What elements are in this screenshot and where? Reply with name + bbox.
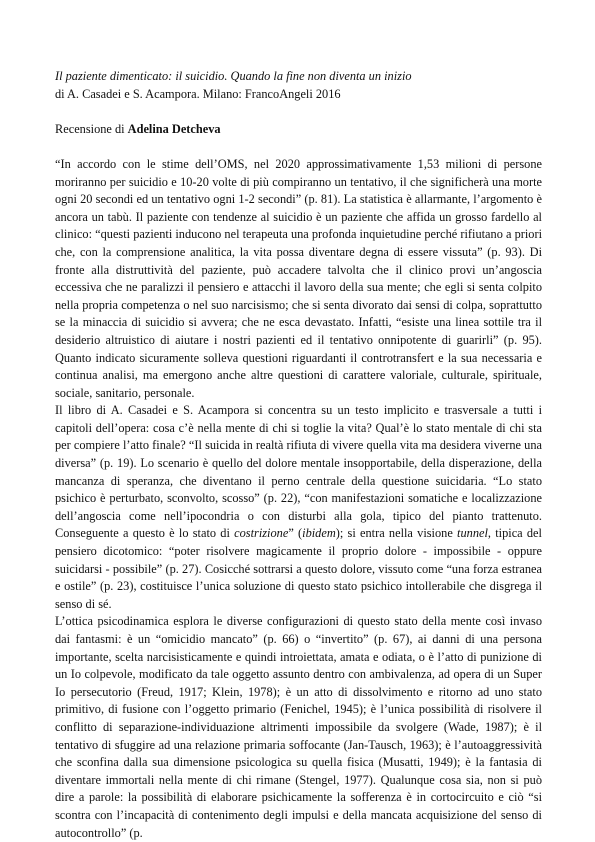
- paragraph-3: L’ottica psicodinamica esplora le diverse configurazioni di questo stato della mente così invaso dai fantasmi: è un “omicidio mancato” (p. 66) o “invertito” (p. 67), ai danni di una persona importante, scelta narcisisticamente e quindi introiettata, amata e odiata, o è l’atto di punizione di un Io colpevole, modificato da tale oggetto assunto dentro con ambivalenza, ad opera di un Super Io persecutorio (Freud, 1917; Klein, 1978); è un atto di dissolvimento e ritorno ad uno stato primitivo, di fusione con l’oggetto primario (Fenichel, 1945); è l’unica possibilità di risolvere il conflitto di separazione-individuazione altrimenti impossibile da svolgere (Wade, 1987); è il tentativo di sfuggire ad una relazione primaria soffocante (Jan-Tausch, 1963); è l’autoaggressività che sconfina dalla sua dimensione psicologica su quella fisica (Musatti, 1949); è la fantasia di diventare immortali nella mente di chi rimane (Stengel, 1977). Qualunque cosa sia, non si può dire a parole: la possibilità di elaborare psichicamente la sofferenza è in cortocircuito e ciò “si scontra con l’incapacità di contenimento degli impulsi e della mancata acquisizione del senso di autocontrollo” (p.: [55, 614, 542, 840]
- review-prefix: Recensione di: [55, 121, 128, 136]
- book-title: Il paziente dimenticato: il suicidio. Quando la fine non diventa un inizio: [55, 69, 412, 83]
- book-authors: di A. Casadei e S. Acampora. Milano: FrancoAngeli 2016: [55, 86, 341, 101]
- paragraph-2-emphasis-ibidem: ibidem: [302, 526, 336, 541]
- paragraph-2-emphasis-costrizione: costrizione: [234, 526, 289, 541]
- paragraph-1: “In accordo con le stime dell’OMS, nel 2020 approssimativamente 1,53 milioni di persone moriranno per suicidio e 10-20 volte di più compiranno un tentativo, il che significherà una morte ogni 20 secondi ed un tentativo ogni 1-2 secondi” (p. 81). La statistica è allarmante, l’argomento è ancora un tabù. Il paziente con tendenze al suicidio è un paziente che affida un grosso fardello al clinico: “questi pazienti inducono nel terapeuta una profonda inquietudine perché rifiutano a priori che, con la comprensione analitica, la vita possa diventare degna di essere vissuta” (p. 93). Di fronte alla distruttività del paziente, può accadere talvolta che il clinico provi un’angoscia eccessiva che ne paralizzi il pensiero e attacchi il lavoro della sua mente; che egli si senta colpito nella propria competenza o nel suo narcisismo; che si senta divorato dai sensi di colpa, soprattutto se la minaccia di suicidio si avvera; che ne esca devastato. Infatti, “esiste una linea sottile tra il desiderio altruistico di aiutare i nostri pazienti ed il tentativo onnipotente di guarirli” (p. 95). Quanto indicato sicuramente solleva questioni riguardanti il controtransfert e la sua necessaria e continua analisi, ma emergono anche altre questioni di carattere valoriale, culturale, spirituale, sociale, sanitario, personale.: [55, 156, 542, 400]
- paragraph-2-emphasis-tunnel: tunnel: [457, 526, 488, 541]
- reviewer-name: Adelina Detcheva: [127, 121, 221, 136]
- paragraph-2-text-b: ” (: [288, 526, 303, 541]
- paragraph-2: [55, 402, 542, 613]
- paragraph-2-text-c: ); si entra nella visione: [335, 526, 458, 541]
- review-byline: [55, 121, 542, 139]
- paragraph-2-text-d: , tipica del pensiero dicotomico: “poter risolvere magicamente il proprio dolore - impossibile - oppure suicidarsi - possibile” (p. 27). Cosicché sottrarsi a questo dolore, vissuto come “una forza estranea e ostile” (p. 23), costituisce l’unica soluzione di questo stato psichico intollerabile che disgrega il senso di sé.: [55, 526, 542, 611]
- document-page: [55, 68, 542, 842]
- paragraph-2-text-a: Il libro di A. Casadei e S. Acampora si concentra su un testo implicito e trasversale a tutti i capitoli dell’opera: cosa c’è nella mente di chi si toglie la vita? Qual’è lo stato mentale di chi sta per compiere l’atto finale? “Il suicida in realtà rifiuta di vivere quella vita ma desidera viverne una diversa” (p. 19). Lo scenario è quello del dolore mentale insopportabile, della disperazione, della mancanza di speranza, che diventano il perno centrale della questione suicidaria. “Lo stato psichico è perturbato, sconvolto, scosso” (p. 22), “con manifestazioni somatiche e localizzazione dell’angoscia come nell’ipocondria o con disturbi alla gola, tipico del pianto trattenuto. Conseguente a questo è lo stato di: [55, 403, 542, 541]
